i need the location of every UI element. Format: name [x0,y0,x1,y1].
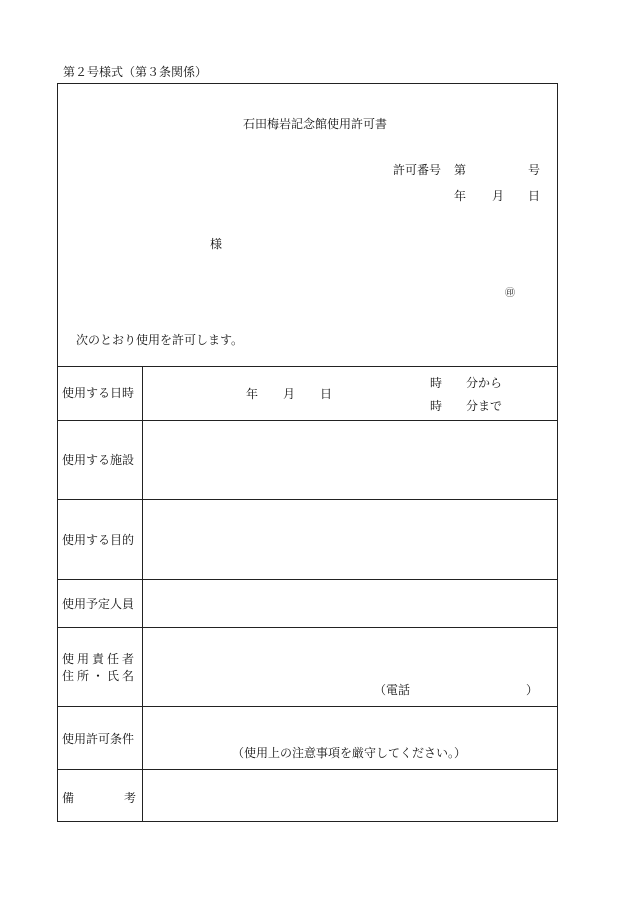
form-title: 石田梅岩記念館使用許可書 [242,117,387,131]
permit-number-suffix: 号 [528,163,541,177]
remarks-row-label: 備考 [62,791,136,805]
responsible-row-label-line1: 使用責任者 [62,652,138,666]
phone-label: （電話 [374,683,411,697]
label-column-divider [142,366,143,822]
table-top-divider [57,366,558,367]
issue-date-day: 日 [528,189,541,203]
issue-date-month: 月 [492,189,505,203]
end-minute-label: 分まで [466,399,503,413]
conditions-row-label: 使用許可条件 [62,732,135,746]
row-divider [57,769,558,770]
issue-date-year: 年 [454,189,467,203]
start-minute-label: 分から [466,376,503,390]
intro-text: 次のとおり使用を許可します。 [76,333,244,347]
row-divider [57,627,558,628]
purpose-row-label: 使用する目的 [62,533,135,547]
permit-number-prefix: 第 [454,163,467,177]
datetime-row-label: 使用する日時 [62,386,135,400]
start-hour-label: 時 [430,376,443,390]
seal-mark: ㊞ [505,288,515,299]
facility-row-label: 使用する施設 [62,453,135,467]
end-hour-label: 時 [430,399,443,413]
use-date-month: 月 [283,387,296,401]
use-date-year: 年 [246,387,259,401]
row-divider [57,499,558,500]
responsible-row-label-line2: 住所・氏名 [62,669,138,683]
people-row-label: 使用予定人員 [62,597,135,611]
permit-number-label: 許可番号 [393,163,442,177]
phone-close: ） [526,683,539,697]
conditions-note: （使用上の注意事項を厳守してください。） [232,746,467,760]
use-date-day: 日 [320,387,333,401]
addressee-suffix: 様 [210,237,223,251]
row-divider [57,420,558,421]
row-divider [57,706,558,707]
form-number-label: 第２号様式（第３条関係） [63,65,208,79]
row-divider [57,579,558,580]
